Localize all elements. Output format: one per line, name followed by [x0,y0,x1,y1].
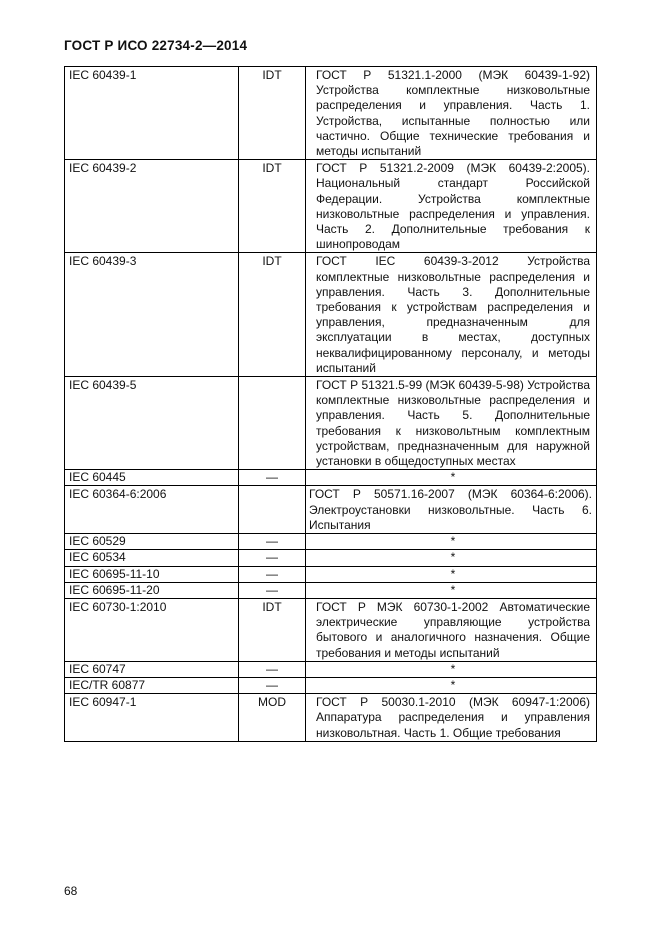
table-row [65,67,597,160]
reference-cell: * [306,470,597,486]
degree-cell: IDT [239,160,306,253]
table-row [65,534,597,550]
page-number: 68 [64,884,78,898]
degree-cell: IDT [239,598,306,661]
degree-cell [239,486,306,534]
table-row [65,566,597,582]
degree-cell: IDT [239,67,306,160]
reference-cell: ГОСТ Р 51321.2-2009 (МЭК 60439-2:2005). Национальный стандарт Российской Федерации. Устройства комплектные низковольтные распределения и управления. Часть 2. Дополнительные требования к шинопроводам [306,160,597,253]
reference-cell: * [306,534,597,550]
table-row [65,377,597,470]
reference-cell: * [306,566,597,582]
reference-cell: * [306,677,597,693]
degree-cell: — [239,661,306,677]
reference-cell: ГОСТ Р 50030.1-2010 (МЭК 60947-1:2006) Аппаратура распределения и управления низковольтная. Часть 1. Общие требования [306,694,597,742]
standard-cell: IEC 60364-6:2006 [65,486,239,534]
standard-cell: IEC 60439-1 [65,67,239,160]
degree-cell: — [239,534,306,550]
table-row [65,160,597,253]
degree-cell: — [239,550,306,566]
reference-cell: * [306,582,597,598]
standard-cell: IEC 60947-1 [65,694,239,742]
standard-cell: IEC/TR 60877 [65,677,239,693]
table-row [65,486,597,534]
standard-cell: IEC 60439-5 [65,377,239,470]
reference-cell: * [306,550,597,566]
degree-cell: — [239,470,306,486]
table-row [65,694,597,742]
table-row [65,550,597,566]
standard-cell: IEC 60529 [65,534,239,550]
table-row [65,677,597,693]
standard-cell: IEC 60534 [65,550,239,566]
reference-cell: * [306,661,597,677]
degree-cell: MOD [239,694,306,742]
reference-cell: ГОСТ Р 51321.1-2000 (МЭК 60439-1-92) Устройства комплектные низковольтные распределения и управления. Часть 1. Устройства, испытанные полностью или частично. Общие технические требования и методы испытаний [306,67,597,160]
degree-cell: — [239,677,306,693]
standard-cell: IEC 60695-11-20 [65,582,239,598]
degree-cell: — [239,582,306,598]
table-row [65,582,597,598]
standard-cell: IEC 60730-1:2010 [65,598,239,661]
reference-cell: ГОСТ Р 50571.16-2007 (МЭК 60364-6:2006). Электроустановки низковольтные. Часть 6. Испытания [306,486,597,534]
table-row [65,661,597,677]
document-header: ГОСТ Р ИСО 22734-2—2014 [64,38,248,53]
reference-cell: ГОСТ Р МЭК 60730-1-2002 Автоматические электрические управляющие устройства бытового и аналогичного назначения. Общие требования и методы испытаний [306,598,597,661]
table-row [65,470,597,486]
standard-cell: IEC 60747 [65,661,239,677]
table-row [65,253,597,377]
standards-correspondence-table [64,66,597,742]
standard-cell: IEC 60445 [65,470,239,486]
degree-cell: IDT [239,253,306,377]
reference-cell: ГОСТ Р 51321.5-99 (МЭК 60439-5-98) Устройства комплектные низковольтные распределения и управления. Часть 5. Дополнительные требования к низковольтным комплектным устройствам, предназначенным для наружной установки в общедоступных местах [306,377,597,470]
degree-cell: — [239,566,306,582]
degree-cell [239,377,306,470]
reference-cell: ГОСТ IEC 60439-3-2012 Устройства комплектные низковольтные распределения и управления. Часть 3. Дополнительные требования к устройствам распределения и управления, предназначенным для эксплуатации в местах, доступных неквалифицированному персоналу, и методы испытаний [306,253,597,377]
standard-cell: IEC 60439-2 [65,160,239,253]
standard-cell: IEC 60695-11-10 [65,566,239,582]
table-row [65,598,597,661]
standard-cell: IEC 60439-3 [65,253,239,377]
